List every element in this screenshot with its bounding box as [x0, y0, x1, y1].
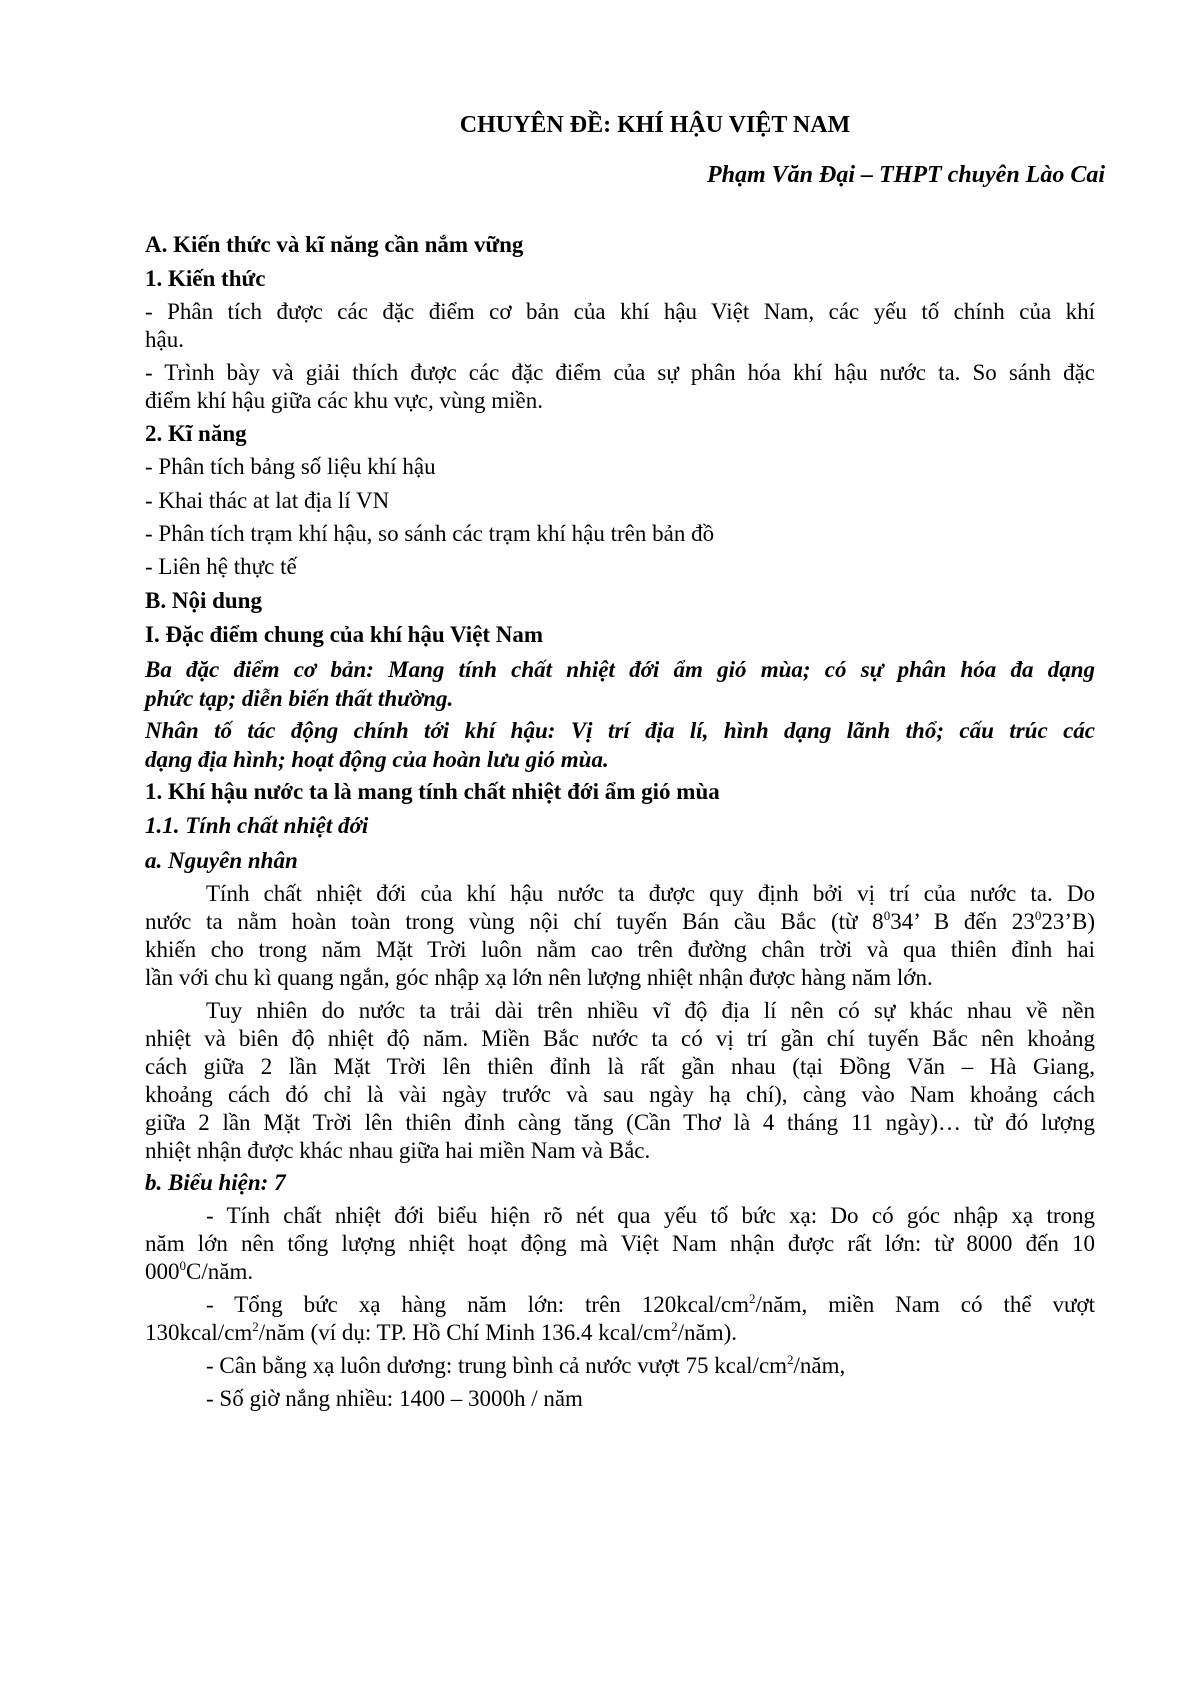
features-line: Ba đặc điểm cơ bản: Mang tính chất nhiệt đới ẩm gió mùa; có sự phân hóa đa dạng: [145, 657, 1095, 682]
document-title: CHUYÊN ĐỀ: KHÍ HẬU VIỆT NAM: [459, 112, 851, 138]
paragraph-2-line: giữa 2 lần Mặt Trời lên thiên đỉnh càng tăng (Cần Thơ là 4 tháng 11 ngày)… từ đó lượng: [145, 1110, 1095, 1135]
heading-1: 1. Khí hậu nước ta là mang tính chất nhiệt đới ẩm gió mùa: [145, 779, 720, 804]
skill-item: - Liên hệ thực tế: [145, 554, 297, 579]
paragraph-2-line: cách giữa 2 lần Mặt Trời lên thiên đỉnh là rất gần nhau (tại Đồng Văn – Hà Giang,: [145, 1054, 1095, 1079]
paragraph-2-line: nhiệt và biên độ nhiệt độ năm. Miền Bắc nước ta có vị trí gần chí tuyến Bắc nên khoảng: [145, 1026, 1095, 1051]
heading-a: a. Nguyên nhân: [145, 848, 298, 873]
paragraph-1-line: nước ta nằm hoàn toàn trong vùng nội chí tuyến Bán cầu Bắc (từ $8^034$’ B đến $23^023’B$): [145, 908, 1095, 934]
paragraph-1-line: lần với chu kì quang ngắn, góc nhập xạ lớn nên lượng nhiệt nhận được hàng năm lớn.: [145, 965, 933, 990]
section-b-heading: B. Nội dung: [145, 588, 262, 613]
skill-item: - Phân tích bảng số liệu khí hậu: [145, 454, 436, 479]
skills-heading: 2. Kĩ năng: [145, 421, 247, 446]
section-a-heading: A. Kiến thức và kĩ năng cần nắm vững: [145, 232, 524, 257]
knowledge-item-1-cont: hậu.: [145, 327, 184, 352]
paragraph-2-line: Tuy nhiên do nước ta trải dài trên nhiều vĩ độ địa lí nên có sự khác nhau về nền: [206, 998, 1095, 1023]
sunshine-hours-line: - Số giờ nắng nhiều: 1400 – 3000h / năm: [206, 1386, 583, 1411]
paragraph-2-line: nhiệt nhận được khác nhau giữa hai miền Nam và Bắc.: [145, 1138, 651, 1163]
radiation-line: $000^0C$/năm.: [145, 1258, 254, 1284]
knowledge-item-2: - Trình bày và giải thích được các đặc điểm của sự phân hóa khí hậu nước ta. So sánh đặc: [145, 360, 1095, 385]
factors-line-cont: dạng địa hình; hoạt động của hoàn lưu gió mùa.: [145, 747, 609, 772]
features-line-cont: phức tạp; diễn biến thất thường.: [145, 686, 454, 711]
radiation-line: - Tính chất nhiệt đới biểu hiện rõ nét qua yếu tố bức xạ: Do có góc nhập xạ trong: [206, 1203, 1095, 1228]
heading-b: b. Biểu hiện: 7: [145, 1170, 286, 1195]
factors-line: Nhân tố tác động chính tới khí hậu: Vị trí địa lí, hình dạng lãnh thổ; cấu trúc các: [145, 718, 1095, 743]
part-i-heading: I. Đặc điểm chung của khí hậu Việt Nam: [145, 622, 544, 647]
knowledge-item-2-cont: điểm khí hậu giữa các khu vực, vùng miền.: [145, 388, 543, 413]
author-line: Phạm Văn Đại – THPT chuyên Lào Cai: [706, 162, 1105, 188]
heading-1-1: 1.1. Tính chất nhiệt đới: [145, 813, 369, 838]
total-radiation-line: $130kcal/cm^2$/năm (ví dụ: TP. Hồ Chí Minh 136.4 kcal/$cm^2/năm$).: [145, 1319, 737, 1345]
paragraph-1-line: Tính chất nhiệt đới của khí hậu nước ta được quy định bởi vị trí của nước ta. Do: [206, 881, 1095, 906]
radiation-line: năm lớn nên tổng lượng nhiệt hoạt động mà Việt Nam nhận được rất lớn: từ 8000 đến 10: [145, 1231, 1095, 1256]
skill-item: - Phân tích trạm khí hậu, so sánh các trạm khí hậu trên bản đồ: [145, 521, 715, 546]
paragraph-1-line: khiến cho trong năm Mặt Trời luôn nằm cao trên đường chân trời và qua thiên đỉnh hai: [145, 937, 1095, 962]
knowledge-item-1: - Phân tích được các đặc điểm cơ bản của khí hậu Việt Nam, các yếu tố chính của khí: [145, 299, 1095, 324]
total-radiation-line: - Tổng bức xạ hàng năm lớn: trên $120kcal/cm^2$/năm, miền Nam có thể vượt: [206, 1291, 1096, 1317]
paragraph-2-line: khoảng cách đó chỉ là vài ngày trước và sau ngày hạ chí), càng vào Nam khoảng cách: [145, 1082, 1095, 1107]
knowledge-heading: 1. Kiến thức: [145, 266, 266, 291]
radiation-balance-line: - Cân bằng xạ luôn dương: trung bình cả nước vượt 75 kcal/$cm^2$/năm,: [206, 1352, 846, 1378]
skill-item: - Khai thác at lat địa lí VN: [145, 488, 390, 513]
